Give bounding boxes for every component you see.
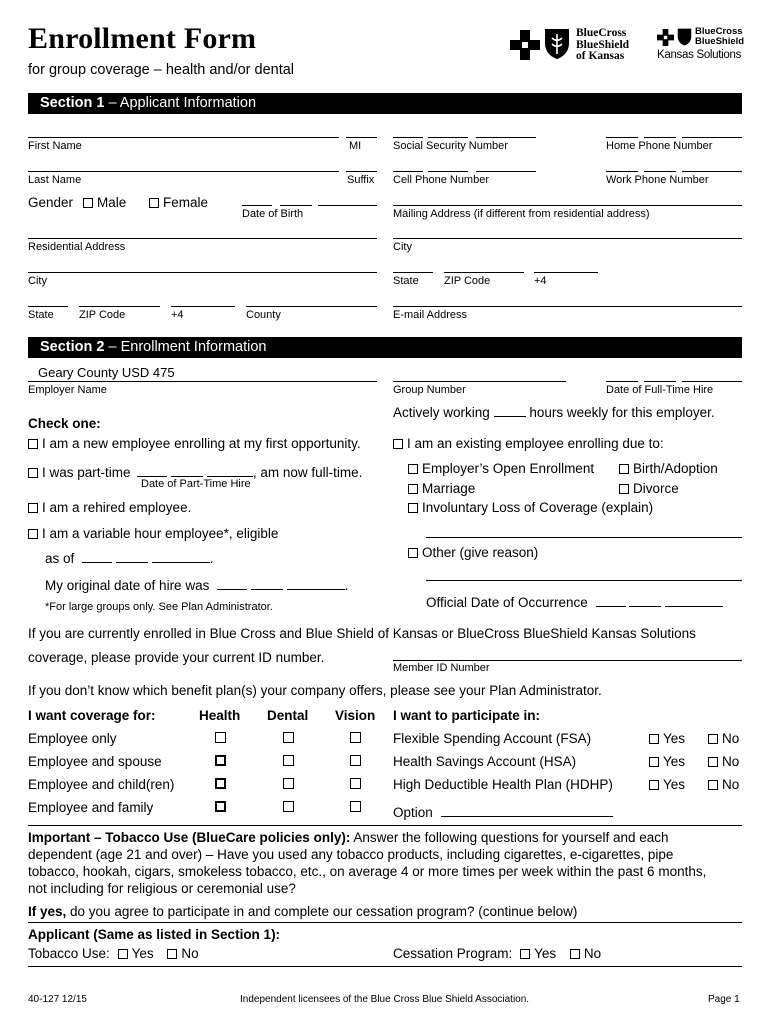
logo1-line1: BlueCross (576, 27, 627, 39)
no-label: No (722, 754, 740, 769)
shield-icon (677, 28, 692, 46)
logo2-line3: Kansas Solutions (657, 49, 742, 61)
actively-working-a: Actively working (393, 405, 490, 420)
coverage-header: I want coverage for: (28, 708, 156, 723)
yes-label: Yes (131, 946, 154, 961)
hsa-label: Health Savings Account (HSA) (393, 754, 577, 769)
mailing-plus4-label: +4 (534, 275, 547, 287)
yes-label: Yes (663, 731, 686, 746)
group-number-label: Group Number (393, 384, 466, 396)
vision-checkbox[interactable] (350, 732, 361, 743)
option-row (393, 805, 613, 820)
large-groups-footnote: *For large groups only. See Plan Administrator. (45, 601, 273, 613)
dental-checkbox[interactable] (283, 755, 294, 766)
tobacco-no-checkbox[interactable] (167, 949, 177, 959)
yes-label: Yes (534, 946, 557, 961)
occurrence-row (426, 595, 723, 610)
section1-header (28, 93, 742, 114)
cessation-label: Cessation Program: (393, 946, 513, 961)
cross-icon (657, 29, 674, 46)
mailing-zip-label: ZIP Code (444, 275, 491, 287)
hdhp-no-checkbox[interactable] (708, 780, 718, 790)
part-time-b: , am now full-time. (252, 465, 363, 480)
fsa-yes-option[interactable] (649, 731, 685, 746)
part-time-a: I was part-time (42, 465, 131, 480)
coverage-row-label: Employee only (28, 731, 117, 746)
logo1-line2: BlueShield (576, 38, 630, 51)
hsa-no-checkbox[interactable] (708, 757, 718, 767)
marriage-label: Marriage (422, 481, 476, 496)
suffix-label: Suffix (347, 174, 375, 186)
tobacco-rest: Answer the following questions for yourself and each (350, 830, 669, 845)
male-option[interactable] (83, 195, 126, 210)
page-number: Page 1 (708, 994, 740, 1005)
form-number: 40-127 12/15 (28, 994, 87, 1005)
work-phone-label: Work Phone Number (606, 174, 709, 186)
tobacco-bold: Important – Tobacco Use (BlueCare policies only): (28, 830, 351, 845)
coverage-row-label: Employee and family (28, 800, 154, 815)
cessation-no-option[interactable] (570, 946, 601, 961)
tobacco-yes-checkbox[interactable] (118, 949, 128, 959)
cessation-row (393, 946, 601, 961)
vision-checkbox[interactable] (350, 801, 361, 812)
email-label: E-mail Address (393, 309, 467, 321)
divorce-checkbox[interactable] (619, 484, 629, 494)
tobacco-use-row (28, 946, 199, 961)
new-employee-checkbox[interactable] (28, 439, 38, 449)
rehired-label: I am a rehired employee. (42, 500, 192, 515)
original-hire-row: My original date of hire was . (45, 578, 349, 593)
cessation-no-checkbox[interactable] (570, 949, 580, 959)
birth-adoption-label: Birth/Adoption (633, 461, 718, 476)
hdhp-yes-option[interactable] (649, 777, 685, 792)
health-checkbox[interactable] (215, 801, 226, 812)
health-column-header: Health (199, 708, 241, 723)
health-checkbox[interactable] (215, 755, 226, 766)
section2-title: – Enrollment Information (108, 339, 267, 355)
mailing-state-label: State (393, 275, 419, 287)
mi-label: MI (349, 140, 362, 152)
fsa-label: Flexible Spending Account (FSA) (393, 731, 592, 746)
variable-hour-option[interactable] (28, 526, 278, 541)
bcbs-kansas-solutions-logo (657, 26, 747, 66)
female-checkbox[interactable] (149, 198, 159, 208)
existing-employee-label: I am an existing employee enrolling due to: (407, 436, 664, 451)
employer-name-label: Employer Name (28, 384, 107, 396)
applicant-header: Applicant (Same as listed in Section 1): (28, 927, 281, 942)
dob-label: Date of Birth (242, 208, 304, 220)
yes-label: Yes (663, 754, 686, 769)
form-subtitle: for group coverage – health and/or dental (28, 62, 295, 78)
currently-enrolled-line1: If you are currently enrolled in Blue Cross and Blue Shield of Kansas or BlueCross BlueShield Kansas Solutions (28, 626, 696, 641)
open-enrollment-option[interactable] (408, 461, 594, 476)
dental-checkbox[interactable] (283, 778, 294, 789)
tobacco-use-label: Tobacco Use: (28, 946, 110, 961)
open-enrollment-checkbox[interactable] (408, 464, 418, 474)
employer-name-value[interactable]: Geary County USD 475 (38, 365, 175, 380)
existing-employee-option[interactable] (393, 436, 664, 451)
cell-phone-label: Cell Phone Number (393, 174, 489, 186)
male-label: Male (97, 195, 127, 210)
tobacco-line4: not including for religious or ceremonial use? (28, 881, 296, 896)
if-yes-bold: If yes, (28, 904, 67, 919)
ssn-label: Social Security Number (393, 140, 508, 152)
no-label: No (181, 946, 199, 961)
marriage-checkbox[interactable] (408, 484, 418, 494)
birth-adoption-checkbox[interactable] (619, 464, 629, 474)
last-name-label: Last Name (28, 174, 82, 186)
divorce-label: Divorce (633, 481, 679, 496)
hdhp-no-option[interactable] (708, 777, 739, 792)
logo1-line3: of Kansas (576, 50, 625, 62)
dont-know-text: If you don’t know which benefit plan(s) your company offers, please see your Plan Administrator. (28, 683, 602, 698)
member-id-label: Member ID Number (393, 662, 490, 674)
licensees-text: Independent licensees of the Blue Cross Blue Shield Association. (240, 994, 530, 1005)
tobacco-yes-option[interactable] (118, 946, 154, 961)
actively-working-b: hours weekly for this employer. (529, 405, 715, 420)
residential-zip-label: ZIP Code (79, 309, 126, 321)
new-employee-label: I am a new employee enrolling at my first opportunity. (42, 436, 361, 451)
full-time-date-label: Date of Full-Time Hire (606, 384, 714, 396)
other-option[interactable] (408, 545, 538, 560)
original-hire-label: My original date of hire was (45, 578, 210, 593)
part-time-checkbox[interactable] (28, 468, 38, 478)
existing-employee-checkbox[interactable] (393, 439, 403, 449)
female-label: Female (163, 195, 209, 210)
hsa-yes-checkbox[interactable] (649, 757, 659, 767)
coverage-row-label: Employee and spouse (28, 754, 162, 769)
vision-column-header: Vision (335, 708, 376, 723)
section2-header (28, 337, 742, 358)
other-checkbox[interactable] (408, 548, 418, 558)
divorce-option[interactable] (619, 481, 679, 496)
form-title: Enrollment Form (28, 22, 257, 55)
check-one-label: Check one: (28, 416, 101, 431)
bcbs-kansas-logo (510, 26, 645, 66)
hsa-yes-option[interactable] (649, 754, 685, 769)
residential-address-label: Residential Address (28, 241, 126, 253)
first-name-label: First Name (28, 140, 82, 152)
tobacco-line3: tobacco, hookah, cigars, smokeless tobacco, etc., on average 4 or more times per week within the past 6 months, (28, 864, 707, 879)
actively-working-text (393, 405, 715, 420)
residential-state-label: State (28, 309, 54, 321)
yes-label: Yes (663, 777, 686, 792)
vision-checkbox[interactable] (350, 755, 361, 766)
currently-enrolled-line2: coverage, please provide your current ID number. (28, 650, 325, 665)
home-phone-label: Home Phone Number (606, 140, 713, 152)
new-employee-option[interactable] (28, 436, 361, 451)
dental-checkbox[interactable] (283, 732, 294, 743)
residential-city-label: City (28, 275, 47, 287)
hdhp-label: High Deductible Health Plan (HDHP) (393, 777, 613, 792)
dental-column-header: Dental (267, 708, 309, 723)
no-label: No (583, 946, 602, 961)
hsa-no-option[interactable] (708, 754, 739, 769)
vision-checkbox[interactable] (350, 778, 361, 789)
mailing-address-label: Mailing Address (if different from residential address) (393, 208, 650, 220)
rehired-option[interactable] (28, 500, 191, 515)
hdhp-yes-checkbox[interactable] (649, 780, 659, 790)
open-enrollment-label: Employer’s Open Enrollment (422, 461, 595, 476)
no-label: No (722, 731, 740, 746)
option-label: Option (393, 805, 433, 820)
coverage-row-label: Employee and child(ren) (28, 777, 175, 792)
if-yes-rest: do you agree to participate in and complete our cessation program? (continue below) (66, 904, 578, 919)
health-checkbox[interactable] (215, 732, 226, 743)
part-time-date-label: Date of Part-Time Hire (141, 478, 251, 490)
dental-checkbox[interactable] (283, 801, 294, 812)
county-label: County (246, 309, 281, 321)
section2-number: Section 2 (40, 339, 105, 355)
other-label: Other (give reason) (422, 545, 539, 560)
fsa-no-option[interactable] (708, 731, 739, 746)
as-of-label: as of (45, 551, 75, 566)
as-of-row: as of . (45, 551, 214, 566)
involuntary-option[interactable] (408, 500, 653, 515)
variable-hour-label: I am a variable hour employee*, eligible (42, 526, 279, 541)
no-label: No (722, 777, 740, 792)
shield-icon (544, 28, 570, 60)
cessation-yes-checkbox[interactable] (520, 949, 530, 959)
female-option[interactable] (149, 195, 208, 210)
tobacco-line2: dependent (age 21 and over) – Have you used any tobacco products, including cigarettes, e-cigarettes, pipe (28, 847, 674, 862)
variable-hour-checkbox[interactable] (28, 529, 38, 539)
fsa-no-checkbox[interactable] (708, 734, 718, 744)
birth-adoption-option[interactable] (619, 461, 718, 476)
section1-title: – Applicant Information (108, 95, 257, 111)
marriage-option[interactable] (408, 481, 475, 496)
logo2-line1: BlueCross (695, 26, 743, 37)
involuntary-label: Involuntary Loss of Coverage (explain) (422, 500, 654, 515)
cessation-yes-option[interactable] (520, 946, 556, 961)
gender-label: Gender (28, 195, 74, 210)
section1-number: Section 1 (40, 95, 105, 111)
male-checkbox[interactable] (83, 198, 93, 208)
if-yes-line (28, 904, 577, 919)
involuntary-checkbox[interactable] (408, 503, 418, 513)
mailing-city-label: City (393, 241, 412, 253)
tobacco-line1 (28, 830, 669, 845)
fsa-yes-checkbox[interactable] (649, 734, 659, 744)
participate-header: I want to participate in: (393, 708, 541, 723)
tobacco-no-option[interactable] (167, 946, 198, 961)
logo2-line2: BlueShield (695, 36, 745, 47)
health-checkbox[interactable] (215, 778, 226, 789)
cross-icon (510, 30, 540, 60)
residential-plus4-label: +4 (171, 309, 184, 321)
rehired-checkbox[interactable] (28, 503, 38, 513)
occurrence-label: Official Date of Occurrence (426, 595, 588, 610)
